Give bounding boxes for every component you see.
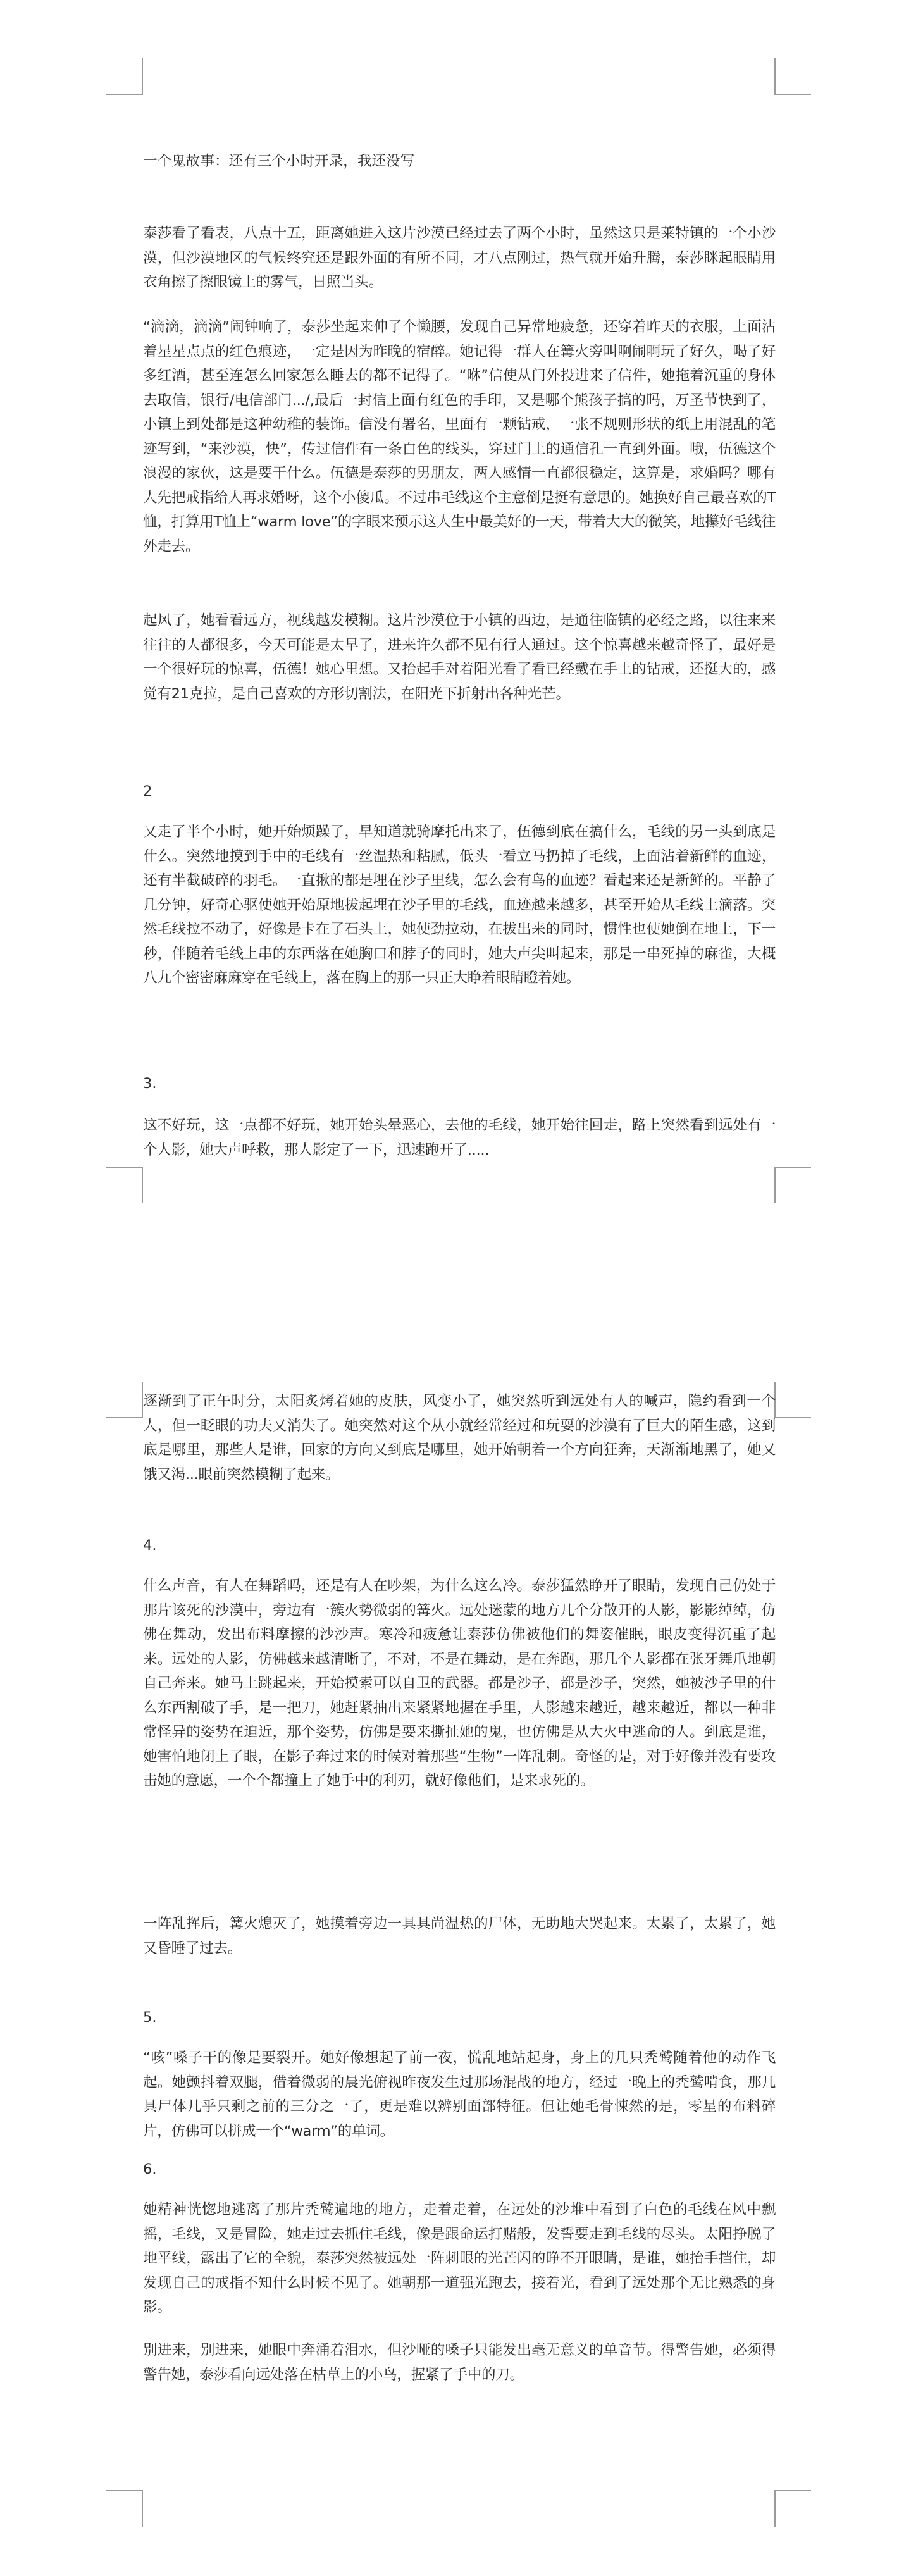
page-corner-mark: [774, 1167, 811, 1203]
paragraph: “咳”嗓子干的像是要裂开。她好像想起了前一夜，慌乱地站起身，身上的几只秃鹫随着他的动作飞起。她颤抖着双腿，借着微弱的晨光俯视昨夜发生过那场混战的地方，经过一晚上的秃鹫啃食，那几具尸体几乎只剩之前的三分之一了，更是难以辨别面部特征。但让她毛骨悚然的是，零星的布料碎片，仿佛可以拼成一个“warm”的单词。: [143, 2050, 776, 2139]
page-corner-mark: [106, 2490, 143, 2527]
section-heading: 4.: [143, 1537, 157, 1554]
section-heading: 3.: [143, 1075, 157, 1092]
page-corner-mark: [774, 2490, 811, 2527]
section-heading: 6.: [143, 2161, 157, 2177]
paragraph: 又走了半个小时，她开始烦躁了，早知道就骑摩托出来了，伍德到底在搞什么，毛线的另一头到底是什么。突然地摸到手中的毛线有一丝温热和粘腻，低头一看立马扔掉了毛线，上面沾着新鲜的血迹，还有半截破碎的羽毛。一直揪的都是埋在沙子里线，怎么会有鸟的血迹？看起来还是新鲜的。平静了几分钟，好奇心驱使她开始原地拔起埋在沙子里的毛线，血迹越来越多，甚至开始从毛线上滴落。突然毛线拉不动了，好像是卡在了石头上，她使劲拉动，在拔出来的同时，惯性也使她倒在地上，下一秒，伴随着毛线上串的东西落在她胸口和脖子的同时，她大声尖叫起来，那是一串死掉的麻雀，大概八九个密密麻麻穿在毛线上，落在胸上的那一只正大睁着眼睛瞪着她。: [143, 824, 776, 986]
paragraph: 这不好玩，这一点都不好玩，她开始头晕恶心，去他的毛线，她开始往回走，路上突然看到远处有一个人影，她大声呼救，那人影定了一下，迅速跑开了.....: [143, 1117, 776, 1158]
section-heading: 5.: [143, 2009, 157, 2026]
page-corner-mark: [774, 1382, 811, 1418]
paragraph: 什么声音，有人在舞蹈吗，还是有人在吵架，为什么这么冷。泰莎猛然睁开了眼睛，发现自己仍处于那片该死的沙漠中，旁边有一簇火势微弱的篝火。远处迷蒙的地方几个分散开的人影，影影绰绰，仿佛在舞动，发出布料摩擦的沙沙声。寒冷和疲惫让泰莎仿佛被他们的舞姿催眠，眼皮变得沉重了起来。远处的人影，仿佛越来越清晰了，不对，不是在舞动，是在奔跑，那几个人影都在张牙舞爪地朝自己奔来。她马上跳起来，开始摸索可以自卫的武器。都是沙子，都是沙子，突然，她被沙子里的什么东西割破了手，是一把刀，她赶紧抽出来紧紧地握在手里，人影越来越近，越来越近，都以一种非常怪异的姿势在迫近，那个姿势，仿佛是要来撕扯她的鬼，也仿佛是从大火中逃命的人。到底是谁，她害怕地闭上了眼，在影子奔过来的时候对着那些“生物”一阵乱刺。奇怪的是，对手好像并没有要攻击她的意愿，一个个都撞上了她手中的利刃，就好像他们，是来求死的。: [143, 1578, 776, 1789]
document-title: 一个鬼故事：还有三个小时开录，我还没写: [143, 153, 415, 170]
paragraph: 一阵乱挥后，篝火熄灭了，她摸着旁边一具具尚温热的尸体，无助地大哭起来。太累了，太累了，她又昏睡了过去。: [143, 1916, 776, 1957]
page-corner-mark: [106, 58, 143, 95]
page-corner-mark: [774, 58, 811, 95]
paragraph: 泰莎看了看表，八点十五，距离她进入这片沙漠已经过去了两个小时，虽然这只是莱特镇的一个小沙漠，但沙漠地区的气候终究还是跟外面的有所不同，才八点刚过，热气就开始升腾，泰莎眯起眼睛用衣角擦了擦眼镜上的雾气，日照当头。: [143, 225, 776, 290]
paragraph: “滴滴，滴滴”闹钟响了，泰莎坐起来伸了个懒腰，发现自己异常地疲惫，还穿着昨天的衣服，上面沾着星星点点的红色痕迹，一定是因为昨晚的宿醉。她记得一群人在篝火旁叫啊闹啊玩了好久，喝了好多红酒，甚至连怎么回家怎么睡去的都不记得了。“咻”信使从门外投进来了信件，她拖着沉重的身体去取信，银行/电信部门.../,最后一封信上面有红色的手印，又是哪个熊孩子搞的吗，万圣节快到了，小镇上到处都是这种幼稚的装饰。信没有署名，里面有一颗钻戒，一张不规则形状的纸上用混乱的笔迹写到，“来沙漠，快”，传过信件有一条白色的线头，穿过门上的通信孔一直到外面。哦，伍德这个浪漫的家伙，这是要干什么。伍德是泰莎的男朋友，两人感情一直都很稳定，这算是，求婚吗？哪有人先把戒指给人再求婚呀，这个小傻瓜。不过串毛线这个主意倒是挺有意思的。她换好自己最喜欢的T恤，打算用T恤上“warm love”的字眼来预示这人生中最美好的一天，带着大大的微笑，地攥好毛线往外走去。: [143, 319, 776, 555]
paragraph: 别进来，别进来，她眼中奔涌着泪水，但沙哑的嗓子只能发出毫无意义的单音节。得警告她，必须得警告她，泰莎看向远处落在枯草上的小鸟，握紧了手中的刀。: [143, 2342, 776, 2383]
page-corner-mark: [106, 1167, 143, 1203]
section-heading: 2: [143, 783, 152, 800]
paragraph: 她精神恍惚地逃离了那片秃鹫遍地的地方，走着走着，在远处的沙堆中看到了白色的毛线在风中飘摇，毛线，又是冒险，她走过去抓住毛线，像是跟命运打赌般，发誓要走到毛线的尽头。太阳挣脱了地平线，露出了它的全貌，泰莎突然被远处一阵刺眼的光芒闪的睁不开眼睛，是谁，她抬手挡住，却发现自己的戒指不知什么时候不见了。她朝那一道强光跑去，接着光，看到了远处那个无比熟悉的身影。: [143, 2201, 776, 2315]
page-corner-mark: [106, 1382, 143, 1418]
paragraph: 起风了，她看看远方，视线越发模糊。这片沙漠位于小镇的西边，是通往临镇的必经之路，以往来来往往的人都很多，今天可能是太早了，进来许久都不见有行人通过。这个惊喜越来越奇怪了，最好是一个很好玩的惊喜，伍德！她心里想。又抬起手对着阳光看了看已经戴在手上的钻戒，还挺大的，感觉有21克拉，是自己喜欢的方形切割法，在阳光下折射出各种光芒。: [143, 612, 776, 702]
paragraph: 逐渐到了正午时分，太阳炙烤着她的皮肤，风变小了，她突然听到远处有人的喊声，隐约看到一个人，但一眨眼的功夫又消失了。她突然对这个从小就经常经过和玩耍的沙漠有了巨大的陌生感，这到底是哪里，那些人是谁，回家的方向又到底是哪里，她开始朝着一个方向狂奔，天渐渐地黑了，她又饿又渴...眼前突然模糊了起来。: [143, 1393, 776, 1483]
